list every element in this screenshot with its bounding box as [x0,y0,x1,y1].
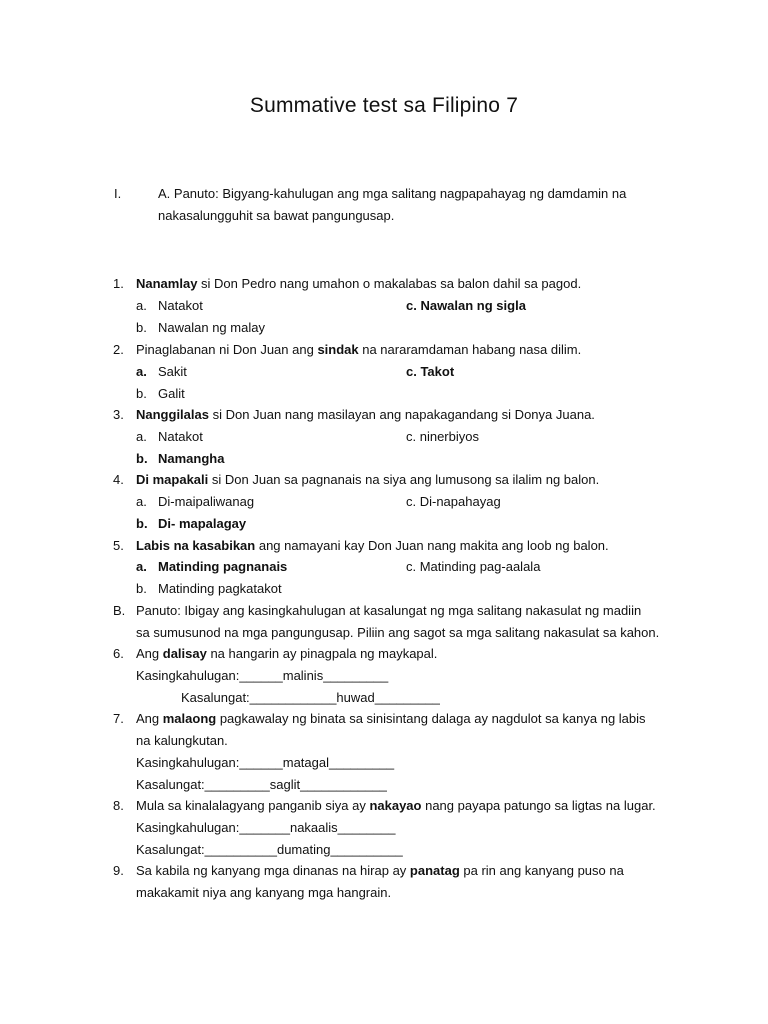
choice-a[interactable]: Natakot [158,298,203,313]
choice-letter: a. [136,559,147,574]
choice-letter: b. [136,516,148,531]
choice-c[interactable]: c. Nawalan ng sigla [406,298,526,313]
choice-b[interactable]: Galit [158,386,185,401]
question-text [136,795,656,817]
choice-b[interactable]: Di- mapalagay [158,516,247,531]
question-number: 8. [113,798,124,813]
choice-a[interactable]: Natakot [158,429,203,444]
question-pre: Sa kabila ng kanyang mga dinanas na hirap ay [136,863,410,878]
synonym-answer[interactable]: Kasingkahulugan:______matagal_________ [136,755,395,770]
keyword: dalisay [162,646,207,661]
choice-letter: a. [136,494,147,509]
question-number: 7. [113,711,124,726]
question-number: 3. [113,407,124,422]
choice-b[interactable]: Matinding pagkatakot [158,581,282,596]
synonym-answer[interactable]: Kasingkahulugan:_______nakaalis________ [136,820,396,835]
choice-letter: b. [136,320,147,335]
choice-a[interactable]: Matinding pagnanais [158,559,288,574]
keyword: sindak [317,342,359,357]
question-pre: Mula sa kinalalagyang panganib siya ay [136,798,370,813]
question-rest: pagkawalay ng binata sa sinisintang dalaga ay nagdulot sa kanya ng labis [216,711,646,726]
question-rest: na nararamdaman habang nasa dilim. [358,342,582,357]
question-number: 6. [113,646,124,661]
keyword: Di mapakali [136,472,209,487]
question-number: 5. [113,538,124,553]
question-text [136,860,624,882]
keyword: Labis na kasabikan [136,538,256,553]
choice-a[interactable]: Di-maipaliwanag [158,494,255,509]
instruction-line-1: A. Panuto: Bigyang-kahulugan ang mga salitang nagpapahayag ng damdamin na [158,186,627,201]
choice-letter: a. [136,429,147,444]
question-rest: si Don Juan sa pagnanais na siya ang lumusong sa ilalim ng balon. [208,472,600,487]
question-text [136,708,646,730]
question-pre: Pinaglabanan ni Don Juan ang [136,342,318,357]
choice-letter: a. [136,364,147,379]
choice-b[interactable]: Nawalan ng malay [158,320,265,335]
question-rest: si Don Pedro nang umahon o makalabas sa balon dahil sa pagod. [197,276,582,291]
question-rest: si Don Juan nang masilayan ang napakagandang si Donya Juana. [208,407,595,422]
choice-c[interactable]: c. Takot [406,364,455,379]
question-number: 2. [113,342,124,357]
choice-letter: b. [136,581,147,596]
synonym-answer[interactable]: Kasingkahulugan:______malinis_________ [136,668,389,683]
antonym-answer[interactable]: Kasalungat:____________huwad_________ [181,690,440,705]
question-text [136,404,595,426]
instruction-line-2: nakasalungguhit sa bawat pangungusap. [158,208,395,223]
question-text [136,469,599,491]
keyword: panatag [409,863,460,878]
question-number: 9. [113,863,124,878]
antonym-answer[interactable]: Kasalungat:__________dumating__________ [136,842,403,857]
question-text [136,535,609,557]
keyword: Nanamlay [136,276,198,291]
question-text [136,339,581,361]
instruction-line-2: sa sumusunod na mga pangungusap. Piliin ang sagot sa mga salitang nakasulat sa kahon. [136,625,660,640]
question-pre: Ang [136,711,163,726]
section-a-instructions [158,183,668,227]
question-number: 1. [113,276,124,291]
choice-letter: b. [136,386,147,401]
choice-c[interactable]: c. Matinding pag-aalala [406,559,541,574]
choice-letter: a. [136,298,147,313]
question-text [136,643,437,665]
keyword: nakayao [369,798,422,813]
choice-c[interactable]: c. ninerbiyos [406,429,479,444]
choice-letter: b. [136,451,148,466]
section-letter: B. [113,603,126,618]
question-text-line-2: na kalungkutan. [136,733,228,748]
keyword: Nanggilalas [136,407,209,422]
question-number: 4. [113,472,124,487]
antonym-answer[interactable]: Kasalungat:_________saglit____________ [136,777,387,792]
question-text-line-2: makakamit niya ang kanyang mga hangrain. [136,885,392,900]
question-text [136,273,581,295]
section-number: I. [114,186,122,201]
question-rest: nang payapa patungo sa ligtas na lugar. [421,798,656,813]
instruction-line-1: Panuto: Ibigay ang kasingkahulugan at kasalungat ng mga salitang nakasulat ng madiin [136,603,642,618]
choice-c[interactable]: c. Di-napahayag [406,494,501,509]
choice-a[interactable]: Sakit [158,364,187,379]
choice-b[interactable]: Namangha [158,451,225,466]
question-pre: Ang [136,646,163,661]
question-rest: na hangarin ay pinagpala ng maykapal. [206,646,438,661]
question-rest: ang namayani kay Don Juan nang makita ang loob ng balon. [255,538,609,553]
keyword: malaong [162,711,217,726]
question-rest: pa rin ang kanyang puso na [459,863,624,878]
page-title: Summative test sa Filipino 7 [249,94,519,117]
